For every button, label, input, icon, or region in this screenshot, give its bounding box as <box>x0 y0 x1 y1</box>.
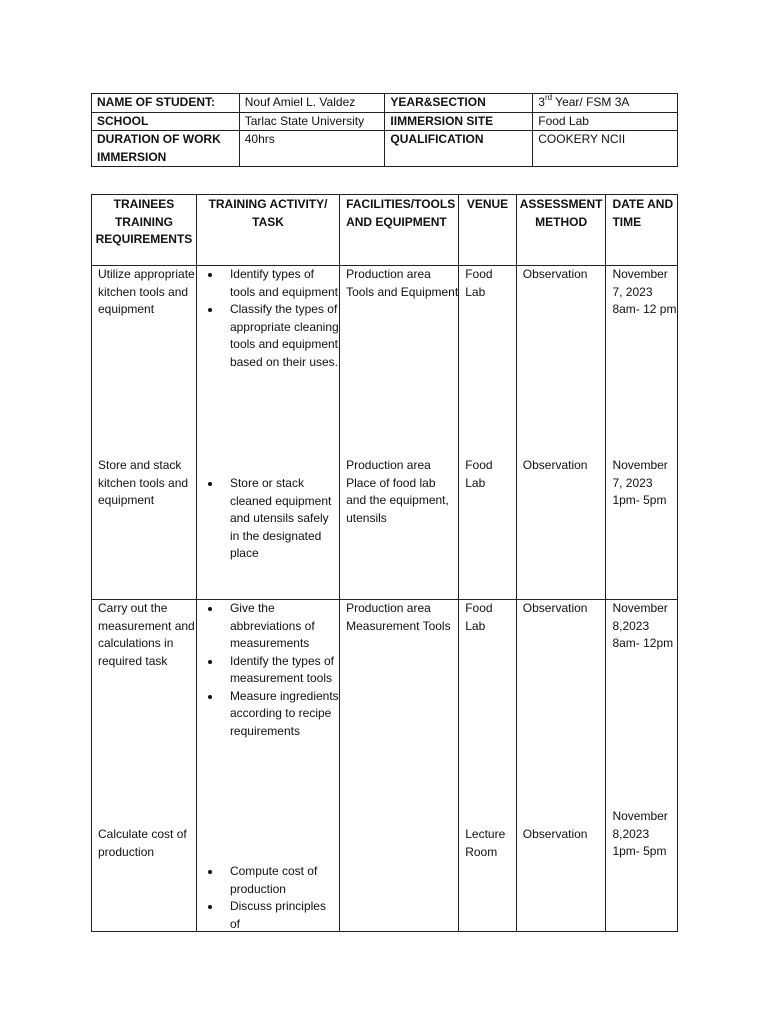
immersion-site-value: Food Lab <box>533 112 678 131</box>
requirement-text: Calculate cost of production <box>98 827 187 859</box>
venue-text: Food Lab <box>465 267 493 299</box>
school-label: SCHOOL <box>92 112 240 131</box>
task-list <box>197 863 339 933</box>
datetime-cell <box>606 266 678 600</box>
header-activity: TRAINING ACTIVITY/ TASK <box>196 195 339 266</box>
task-list <box>197 475 339 563</box>
assessment-text: Observation <box>522 601 588 615</box>
requirement-cell <box>92 600 197 932</box>
plan-row-2 <box>92 600 678 932</box>
training-plan-table <box>91 194 678 932</box>
header-datetime: DATE AND TIME <box>606 195 678 266</box>
task-list <box>197 600 339 740</box>
task-item: • Identify types of tools and equipment <box>222 266 339 301</box>
task-item: • Identify the types of measurement tools <box>222 653 339 688</box>
venue-cell <box>459 600 517 932</box>
task-list <box>197 266 339 371</box>
info-row-name <box>92 94 678 113</box>
plan-row-1 <box>92 266 678 600</box>
name-label: NAME OF STUDENT: <box>92 94 240 113</box>
datetime-text: November 8,2023 1pm- 5pm <box>612 809 668 858</box>
datetime-text: November 8,2023 8am- 12pm <box>612 601 674 650</box>
facilities-text: Production area Place of food lab and the equipment, utensils <box>346 458 449 525</box>
header-facilities: FACILITIES/TOOLS AND EQUIPMENT <box>340 195 459 266</box>
assessment-cell <box>516 600 606 932</box>
venue-text: Food Lab <box>465 601 493 633</box>
task-item: • Classify the types of appropriate cleaning tools and equipment based on their uses. <box>222 301 339 371</box>
qualification-label: QUALIFICATION <box>385 131 533 167</box>
immersion-site-label: IIMMERSION SITE <box>385 112 533 131</box>
facilities-text: Production area Measurement Tools <box>346 601 451 633</box>
header-row <box>92 195 678 266</box>
venue-text: Food Lab <box>465 458 493 490</box>
school-value: Tarlac State University <box>239 112 385 131</box>
venue-cell <box>459 266 517 600</box>
requirement-text: Utilize appropriate kitchen tools and equipment <box>98 267 195 316</box>
datetime-cell <box>606 600 678 932</box>
activity-cell <box>196 600 339 932</box>
qualification-value: COOKERY NCII <box>533 131 678 167</box>
requirement-text: Carry out the measurement and calculations in required task <box>98 601 195 668</box>
requirement-text: Store and stack kitchen tools and equipment <box>98 458 189 507</box>
year-section-label: YEAR&SECTION <box>385 94 533 113</box>
facilities-cell <box>340 266 459 600</box>
info-row-school <box>92 112 678 131</box>
task-item: • Discuss principles of <box>222 898 339 933</box>
assessment-text: Observation <box>522 827 588 841</box>
info-row-duration <box>92 131 678 167</box>
task-item: • Compute cost of production <box>222 863 339 898</box>
header-requirements: TRAINEES TRAINING REQUIREMENTS <box>92 195 197 266</box>
task-item: • Measure ingredients according to recipe requirements <box>222 688 339 741</box>
activity-cell <box>196 266 339 600</box>
facilities-text: Production area Tools and Equipment <box>346 267 459 299</box>
task-item: • Give the abbreviations of measurements <box>222 600 339 653</box>
duration-label: DURATION OF WORK IMMERSION <box>92 131 240 167</box>
datetime-text: November 7, 2023 8am- 12 pm <box>612 267 677 316</box>
student-info-table <box>91 93 678 167</box>
duration-value: 40hrs <box>239 131 385 167</box>
facilities-cell <box>340 600 459 932</box>
header-venue: VENUE <box>459 195 517 266</box>
assessment-cell <box>516 266 606 600</box>
venue-text: Lecture Room <box>465 827 506 859</box>
assessment-text: Observation <box>522 458 588 472</box>
task-item: • Store or stack cleaned equipment and utensils safely in the designated place <box>222 475 339 563</box>
requirement-cell <box>92 266 197 600</box>
name-value: Nouf Amiel L. Valdez <box>239 94 385 113</box>
year-section-value: 3rd Year/ FSM 3A <box>533 94 678 113</box>
assessment-text: Observation <box>522 267 588 281</box>
header-assessment: ASSESSMENT METHOD <box>516 195 606 266</box>
datetime-text: November 7, 2023 1pm- 5pm <box>612 458 668 507</box>
